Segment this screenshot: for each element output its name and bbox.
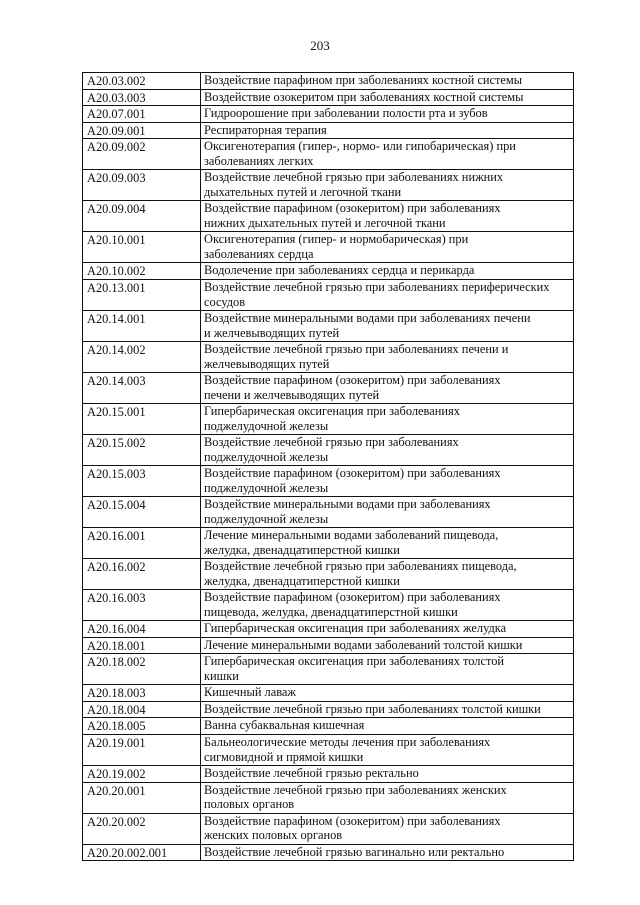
description-line: желудка, двенадцатиперстной кишки [204, 573, 400, 588]
procedure-description [201, 372, 574, 403]
table-row [83, 122, 574, 139]
procedure-description [201, 201, 574, 232]
procedure-description [201, 654, 574, 685]
description-line: Водолечение при заболеваниях сердца и перикарда [204, 263, 475, 278]
description-line: поджелудочной железы [204, 511, 329, 526]
description-line: Воздействие минеральными водами при заболеваниях [204, 496, 491, 511]
description-line: желудка, двенадцатиперстной кишки [204, 542, 400, 557]
table-row [83, 589, 574, 620]
procedure-code: A20.09.004 [83, 201, 201, 232]
table-row [83, 718, 574, 735]
description-line: желчевыводящих путей [204, 356, 330, 371]
procedure-description [201, 434, 574, 465]
procedure-description [201, 403, 574, 434]
procedure-code: A20.09.003 [83, 170, 201, 201]
description-line: Оксигенотерапия (гипер- и нормобарическая) при [204, 232, 469, 247]
procedure-code: A20.15.001 [83, 403, 201, 434]
procedure-description [201, 620, 574, 637]
description-line: Гипербарическая оксигенация при заболеваниях толстой [204, 654, 505, 669]
table-row [83, 558, 574, 589]
table-row [83, 403, 574, 434]
description-line: Воздействие парафином (озокеритом) при заболеваниях [204, 465, 501, 480]
procedure-description [201, 496, 574, 527]
procedure-code: A20.18.003 [83, 685, 201, 702]
procedure-description [201, 89, 574, 106]
procedure-description [201, 685, 574, 702]
procedure-code: A20.20.002 [83, 813, 201, 844]
description-line: Воздействие парафином (озокеритом) при заболеваниях [204, 201, 501, 216]
procedure-code: A20.18.005 [83, 718, 201, 735]
description-line: женских половых органов [204, 828, 343, 843]
description-line: нижних дыхательных путей и легочной ткани [204, 215, 446, 230]
description-line: печени и желчевыводящих путей [204, 387, 380, 402]
description-line: Лечение минеральными водами заболеваний пищевода, [204, 527, 499, 542]
description-line: заболеваниях сердца [204, 246, 314, 261]
table-row [83, 372, 574, 403]
procedure-code: A20.20.002.001 [83, 844, 201, 861]
procedure-code: A20.18.004 [83, 701, 201, 718]
procedure-code: A20.07.001 [83, 106, 201, 123]
page-number: 203 [310, 38, 330, 53]
description-line: поджелудочной железы [204, 449, 329, 464]
procedure-code: A20.18.002 [83, 654, 201, 685]
procedure-description [201, 170, 574, 201]
procedure-description [201, 341, 574, 372]
procedure-code: A20.10.002 [83, 263, 201, 280]
procedure-description [201, 106, 574, 123]
table-row [83, 734, 574, 765]
procedure-description [201, 310, 574, 341]
description-line: Воздействие озокеритом при заболеваниях костной системы [204, 89, 524, 104]
description-line: Кишечный лаваж [204, 685, 296, 700]
procedure-description [201, 637, 574, 654]
description-line: Ванна субаквальная кишечная [204, 718, 365, 733]
table-row [83, 465, 574, 496]
procedure-code: A20.16.002 [83, 558, 201, 589]
procedure-code: A20.16.003 [83, 589, 201, 620]
procedure-description [201, 527, 574, 558]
procedure-description [201, 701, 574, 718]
description-line: Воздействие лечебной грязью при заболеваниях пищевода, [204, 558, 517, 573]
procedure-description [201, 263, 574, 280]
description-line: Воздействие парафином при заболеваниях костной системы [204, 73, 523, 87]
description-line: поджелудочной железы [204, 480, 329, 495]
description-line: поджелудочной железы [204, 418, 329, 433]
table-row [83, 310, 574, 341]
procedure-code: A20.14.003 [83, 372, 201, 403]
table-row [83, 232, 574, 263]
table-row [83, 701, 574, 718]
table-row [83, 263, 574, 280]
table-row [83, 765, 574, 782]
procedure-code: A20.13.001 [83, 279, 201, 310]
procedure-code: A20.16.004 [83, 620, 201, 637]
table-row [83, 434, 574, 465]
table-row [83, 527, 574, 558]
procedure-description [201, 765, 574, 782]
procedure-code: A20.10.001 [83, 232, 201, 263]
procedure-code: A20.14.002 [83, 341, 201, 372]
table-row [83, 496, 574, 527]
procedure-description [201, 718, 574, 735]
description-line: Лечение минеральными водами заболеваний толстой кишки [204, 637, 523, 652]
description-line: пищевода, желудка, двенадцатиперстной кишки [204, 604, 458, 619]
table-row [83, 73, 574, 90]
description-line: Бальнеологические методы лечения при заболеваниях [204, 734, 491, 749]
description-line: кишки [204, 668, 239, 683]
procedure-code: A20.03.002 [83, 73, 201, 90]
description-line: Воздействие лечебной грязью при заболеваниях [204, 434, 459, 449]
description-line: Воздействие минеральными водами при заболеваниях печени [204, 310, 531, 325]
table-row [83, 341, 574, 372]
description-line: Гипербарическая оксигенация при заболеваниях желудка [204, 620, 507, 635]
description-line: сигмовидной и прямой кишки [204, 749, 364, 764]
description-line: Оксигенотерапия (гипер-, нормо- или гипобарическая) при [204, 139, 516, 154]
procedure-code: A20.19.001 [83, 734, 201, 765]
procedure-description [201, 279, 574, 310]
procedure-code: A20.14.001 [83, 310, 201, 341]
description-line: Воздействие лечебной грязью при заболеваниях нижних [204, 170, 504, 185]
procedure-code: A20.15.002 [83, 434, 201, 465]
table-row [83, 813, 574, 844]
table-row [83, 106, 574, 123]
table-row [83, 782, 574, 813]
description-line: Воздействие лечебной грязью при заболеваниях печени и [204, 341, 509, 356]
table-row [83, 170, 574, 201]
procedure-codes-table [82, 72, 574, 861]
description-line: Гипербарическая оксигенация при заболеваниях [204, 403, 460, 418]
procedure-code: A20.09.002 [83, 139, 201, 170]
description-line: Воздействие лечебной грязью при заболеваниях периферических [204, 279, 550, 294]
procedure-code: A20.03.003 [83, 89, 201, 106]
procedure-description [201, 844, 574, 861]
procedure-description [201, 139, 574, 170]
table-row [83, 201, 574, 232]
procedure-code: A20.09.001 [83, 122, 201, 139]
procedure-description [201, 232, 574, 263]
procedure-code: A20.15.004 [83, 496, 201, 527]
description-line: Воздействие лечебной грязью при заболеваниях толстой кишки [204, 701, 541, 716]
procedure-description [201, 813, 574, 844]
procedure-code: A20.19.002 [83, 765, 201, 782]
description-line: Воздействие парафином (озокеритом) при заболеваниях [204, 813, 501, 828]
procedure-description [201, 73, 574, 90]
description-line: сосудов [204, 294, 246, 309]
table-row [83, 844, 574, 861]
description-line: заболеваниях легких [204, 153, 314, 168]
description-line: дыхательных путей и легочной ткани [204, 184, 402, 199]
procedure-code: A20.16.001 [83, 527, 201, 558]
procedure-code: A20.18.001 [83, 637, 201, 654]
procedure-description [201, 122, 574, 139]
table-row [83, 139, 574, 170]
description-line: Воздействие лечебной грязью ректально [204, 765, 419, 780]
procedure-code: A20.15.003 [83, 465, 201, 496]
description-line: и желчевыводящих путей [204, 325, 340, 340]
procedure-description [201, 734, 574, 765]
description-line: Гидроорошение при заболевании полости рта и зубов [204, 106, 488, 121]
table-row [83, 279, 574, 310]
table-row [83, 637, 574, 654]
table-row [83, 89, 574, 106]
description-line: Воздействие парафином (озокеритом) при заболеваниях [204, 589, 501, 604]
table-row [83, 620, 574, 637]
procedure-codes-body [83, 73, 574, 861]
table-row [83, 654, 574, 685]
description-line: Респираторная терапия [204, 122, 327, 137]
description-line: Воздействие лечебной грязью при заболеваниях женских [204, 782, 507, 797]
description-line: Воздействие лечебной грязью вагинально или ректально [204, 844, 505, 859]
procedure-description [201, 558, 574, 589]
procedure-code: A20.20.001 [83, 782, 201, 813]
procedure-description [201, 589, 574, 620]
description-line: половых органов [204, 797, 295, 812]
description-line: Воздействие парафином (озокеритом) при заболеваниях [204, 372, 501, 387]
procedure-description [201, 782, 574, 813]
procedure-description [201, 465, 574, 496]
table-row [83, 685, 574, 702]
